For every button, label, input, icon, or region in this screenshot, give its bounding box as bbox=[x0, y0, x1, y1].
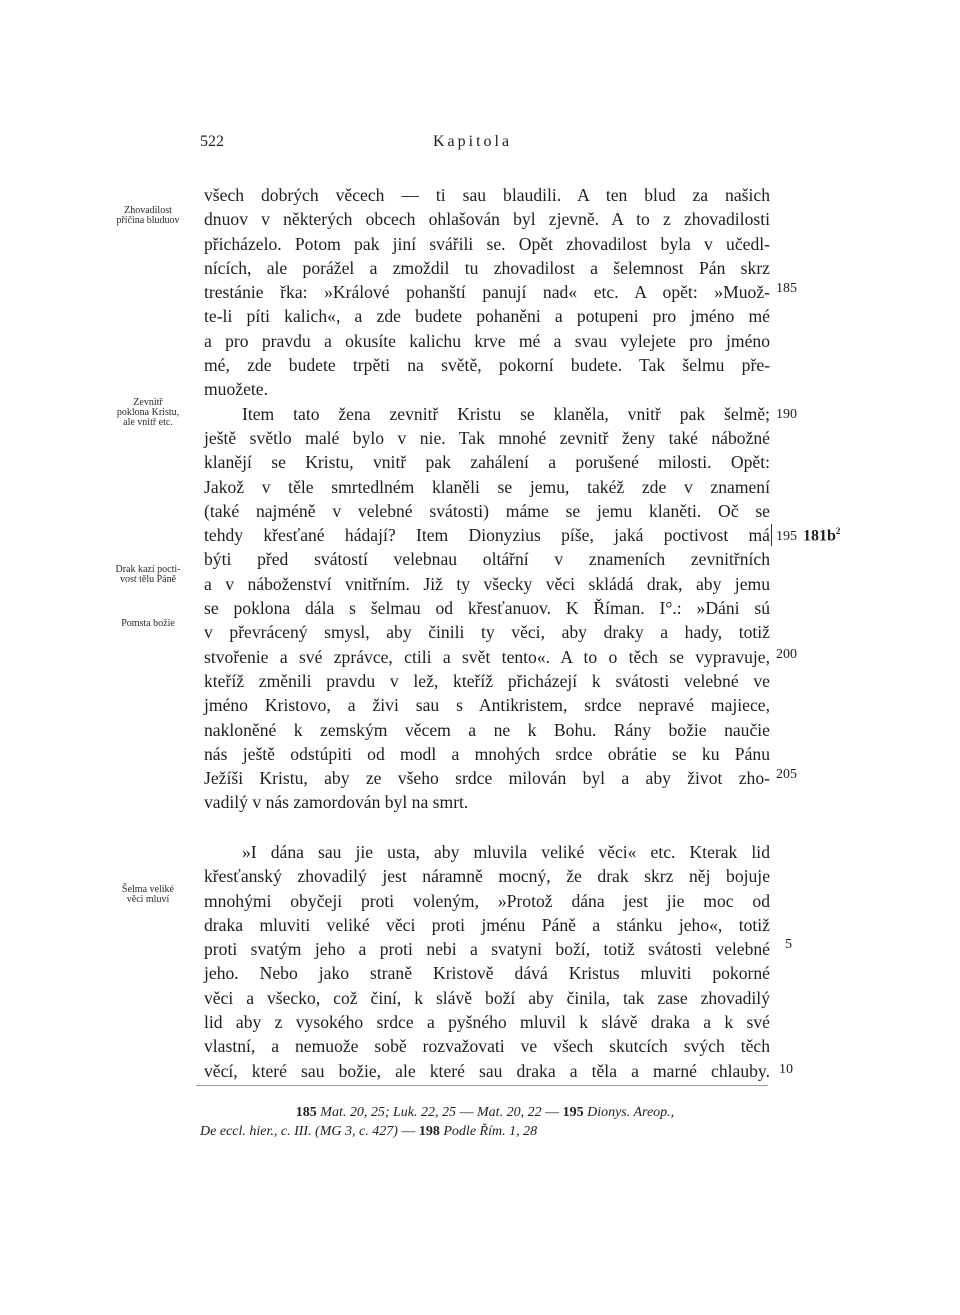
text-line: se poklona dála s šelmau od křesťanuov. K Říman. I°.: »Dáni sú bbox=[204, 598, 770, 619]
text-line: jeho. Nebo jako straně Kristově dává Kristus mluviti pokorné bbox=[204, 963, 770, 984]
footnote-divider bbox=[196, 1085, 768, 1086]
text-line: býti před svátostí velebnau oltářní v znameních zevnitřních bbox=[204, 549, 770, 570]
footnote-line bbox=[200, 1103, 770, 1122]
text-line: (také najméně v velebné svátosti) máme se jemu klaněti. Oč se bbox=[204, 500, 770, 521]
footnote-ref-185: 185 bbox=[295, 1105, 317, 1120]
text-line: věci a všecko, což činí, k slávě boží aby činila, tak zase zhovadilý bbox=[204, 987, 770, 1008]
folio-marker-base: 181b bbox=[803, 527, 836, 545]
text-line: trestánie řka: »Králové pohanští panují nad« etc. A opět: »Muož- bbox=[204, 282, 770, 303]
margin-note-line: věci mluví bbox=[126, 894, 170, 905]
margin-note-line: Pomsta božie bbox=[121, 618, 175, 629]
margin-note-pomsta bbox=[100, 619, 196, 629]
text-line: »I dána sau jie usta, aby mluvila veliké věci« etc. Kterak lid bbox=[242, 842, 770, 862]
line-number: 5 bbox=[785, 937, 792, 952]
margin-note-line: Zhovadilost bbox=[124, 205, 172, 216]
folio-divider bbox=[771, 524, 772, 546]
footnote-citation: De eccl. hier., c. III. (MG 3, c. 427) bbox=[200, 1124, 398, 1139]
text-line: Jakož v těle smrtedlném klaněli se jemu, takéž zde v znamení bbox=[204, 476, 770, 497]
footnote-ref-198: 198 bbox=[418, 1124, 440, 1139]
text-line: jméno Kristovo, a živi sau s Antikristem, srdce nepravé majiece, bbox=[204, 695, 770, 716]
folio-marker-sup: 2 bbox=[835, 526, 841, 536]
text-line: tehdy křesťané hádají? Item Dionyzius píše, jaká poctivost má bbox=[204, 525, 770, 546]
text-line: mé, zde budete trpěti na světě, pokorní budete. Tak šelmu pře- bbox=[204, 355, 770, 376]
footnote-dash: — bbox=[545, 1105, 560, 1120]
footnote-ref-195: 195 bbox=[562, 1105, 584, 1120]
text-line: dnuov v některých obcech ohlašován byl zjevně. A to z zhovadilosti bbox=[204, 209, 770, 230]
footnote-citation: Podle Řím. 1, 28 bbox=[443, 1124, 538, 1139]
margin-note-line: příčina bluduov bbox=[116, 215, 180, 226]
text-line: proti svatým jeho a proti nebi a svatyni boží, totiž svátosti velebné bbox=[204, 939, 770, 960]
margin-note-drak bbox=[100, 565, 196, 585]
text-line: všech dobrých věcech — ti sau blaudili. A ten blud za našich bbox=[204, 185, 770, 205]
text-line: a v náboženství vnitřním. Již ty všecky věci skládá drak, aby jemu bbox=[204, 573, 770, 594]
page-number: 522 bbox=[200, 133, 224, 150]
text-line: ještě světlo malé bylo v nie. Tak mnohé zevnitř ženy také nábožné bbox=[204, 427, 770, 448]
margin-note-line: vost tělu Páně bbox=[119, 574, 177, 585]
text-line: v převrácený smysl, aby činili ty věci, aby draky a hady, totiž bbox=[204, 622, 770, 643]
text-line: kteříž změnili pravdu v lež, kteříž přicházejí k svátosti velebné ve bbox=[204, 670, 770, 691]
text-line: vadilý v nás zamordován byl na smrt. bbox=[204, 792, 469, 813]
text-line: a pro pravdu a okusíte kalichu krve mé a svau vylejete pro jméno bbox=[204, 330, 770, 351]
text-line: klanějí se Kristu, vnitř pak zahálení a porušené milosti. Opět: bbox=[204, 452, 770, 473]
line-number: 190 bbox=[776, 407, 797, 422]
footnote-line bbox=[200, 1122, 770, 1141]
text-line: stvořenie a své zprávce, ctili a svět tento«. A to o těch se vypravuje, bbox=[204, 646, 770, 667]
line-number: 205 bbox=[776, 767, 797, 782]
line-number: 195 bbox=[776, 529, 797, 544]
text-line: lid aby z vysokého srdce a pyšného mluvil k slávě draka a k své bbox=[204, 1012, 770, 1033]
margin-note-line: ale vnitř etc. bbox=[123, 417, 173, 428]
margin-note-zevnitr bbox=[100, 398, 196, 428]
line-number: 200 bbox=[776, 647, 797, 662]
text-line: mnohými obyčeji proti voleným, »Protož dána jest jie moc od bbox=[204, 890, 770, 911]
text-line: nakloněné k zemským věcem a ne k Bohu. Rány božie naučie bbox=[204, 719, 770, 740]
text-line: Ježíši Kristu, aby ze všeho srdce milován byl a aby život zho- bbox=[204, 768, 770, 789]
margin-note-line: Zevnitř bbox=[133, 397, 163, 408]
margin-note-line: Drak kazí pocti- bbox=[115, 564, 181, 575]
running-head: Kapitola bbox=[433, 133, 513, 150]
margin-note-line: Šelma veliké bbox=[122, 884, 174, 895]
footnote-citation: Dionys. Areop., bbox=[587, 1105, 675, 1120]
text-line: nás ještě odstúpiti od modl a mnohých srdce obrátie se ku Pánu bbox=[204, 743, 770, 764]
line-number: 185 bbox=[776, 281, 797, 296]
text-line: muožete. bbox=[204, 379, 268, 400]
footnote-dash: — bbox=[459, 1105, 474, 1120]
text-line: věcí, které sau božie, ale které sau draka a těla a marné chlauby. bbox=[204, 1060, 770, 1081]
text-line: draka mluviti veliké věci proti jménu Páně a stánku jeho«, totiž bbox=[204, 914, 770, 935]
text-line: Item tato žena zevnitř Kristu se klaněla, vnitř pak šelmě; bbox=[242, 403, 770, 424]
footnotes bbox=[200, 1103, 770, 1141]
margin-note-zhovadilost bbox=[100, 206, 196, 226]
text-line: vlastní, a nemuože sobě rozvažovati ve všech skutcích svých těch bbox=[204, 1036, 770, 1057]
folio-marker bbox=[803, 526, 840, 545]
main-text-block-1 bbox=[204, 183, 770, 815]
margin-note-line: poklona Kristu, bbox=[116, 407, 180, 418]
text-line: křesťanský zhovadilý jest náramně mocný, že drak skrz něj bojuje bbox=[204, 866, 770, 887]
main-text-block-2 bbox=[204, 840, 770, 1083]
text-line: te-li píti kalich«, a zde budete pohaněni a potupeni pro jméno mé bbox=[204, 306, 770, 327]
line-number: 10 bbox=[779, 1062, 793, 1077]
footnote-citation: Mat. 20, 22 bbox=[477, 1105, 542, 1120]
footnote-citation: Mat. 20, 25; Luk. 22, 25 bbox=[320, 1105, 457, 1120]
text-line: přicházelo. Potom pak jiní svářili se. Opět zhovadilost byla v učedl- bbox=[204, 233, 770, 254]
footnote-dash: — bbox=[401, 1124, 416, 1139]
text-line: nících, ale porážel a zmoždil tu zhovadilost a šelemnost Pán skrz bbox=[204, 257, 770, 278]
margin-note-selma bbox=[100, 885, 196, 905]
